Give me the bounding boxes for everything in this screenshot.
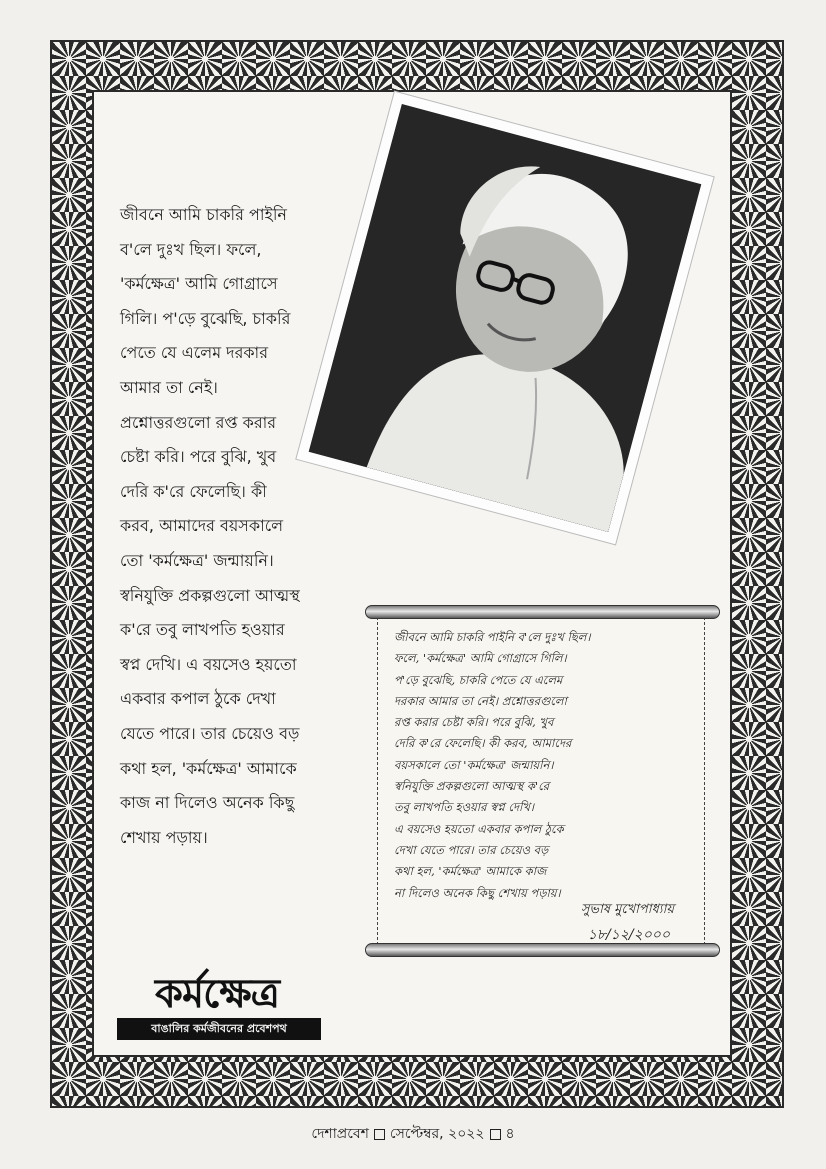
scroll-sheet <box>377 617 705 945</box>
logo-wordmark: কর্মক্ষেত্র <box>154 971 280 1017</box>
handwritten-scroll <box>365 605 720 961</box>
square-separator-icon <box>490 1129 501 1140</box>
page-footer <box>0 1122 826 1146</box>
footer-magazine: দেশাপ্রবেশ <box>311 1126 369 1142</box>
signature-date: ১৮/১২/২০০০ <box>587 927 670 943</box>
karmakshetra-logo <box>113 968 321 1044</box>
square-separator-icon <box>374 1129 385 1140</box>
testimonial-text: জীবনে আমি চাকরি পাইনি ব'লে দুঃখ ছিল। ফলে, 'কর্মক্ষেত্র' আমি গোগ্রাসে গিলি। প'ড়ে বুঝেছি, চাকরি পেতে যে এলেম দরকার আমার তা নেই। প্রশ্নোত্তরগুলো রপ্ত করার চেষ্টা করি। পরে বুঝি, খুব দেরি ক'রে ফেলেছি। কী করব, আমাদের বয়সকালে তো 'কর্মক্ষেত্র' জন্মায়নি। স্বনিযুক্তি প্রকল্পগুলো আত্মস্থ ক'রে তবু লাখপতি হওয়ার স্বপ্ন দেখি। এ বয়সেও হয়তো একবার কপাল ঠুকে দেখা যেতে পারে। তার চেয়েও বড় কথা হল, 'কর্মক্ষেত্র' আমাকে কাজ না দিলেও অনেক কিছু শেখায় পড়ায়। <box>120 205 300 847</box>
scroll-rod-top <box>365 605 720 619</box>
signature: সুভাষ মুখোপাধ্যায় <box>580 902 674 917</box>
footer-month: সেপ্টেম্বর, ২০২২ <box>389 1126 485 1142</box>
footer-page-number: ৪ <box>505 1126 515 1142</box>
scroll-rod-bottom <box>365 943 720 957</box>
handwritten-note: জীবনে আমি চাকরি পাইনি ব'লে দুঃখ ছিল। ফলে, 'কর্মক্ষেত্র' আমি গোগ্রাসে গিলি। প'ড়ে বুঝেছি, চাকরি পেতে যে এলেম দরকার আমার তা নেই। প্রশ্নোত্তরগুলো রপ্ত করার চেষ্টা করি। পরে বুঝি, খুব দেরি ক'রে ফেলেছি। কী করব, আমাদের বয়সকালে তো 'কর্মক্ষেত্র' জন্মায়নি। স্বনিযুক্তি প্রকল্পগুলো আত্মস্থ ক'রে তবু লাখপতি হওয়ার স্বপ্ন দেখি। এ বয়সেও হয়তো একবার কপাল ঠুকে দেখা যেতে পারে। তার চেয়েও বড় কথা হল, 'কর্মক্ষেত্র' আমাকে কাজ না দিলেও অনেক কিছু শেখায় পড়ায়। <box>394 630 591 900</box>
logo-tagline: বাঙালির কর্মজীবনের প্রবেশপথ <box>117 1018 321 1040</box>
